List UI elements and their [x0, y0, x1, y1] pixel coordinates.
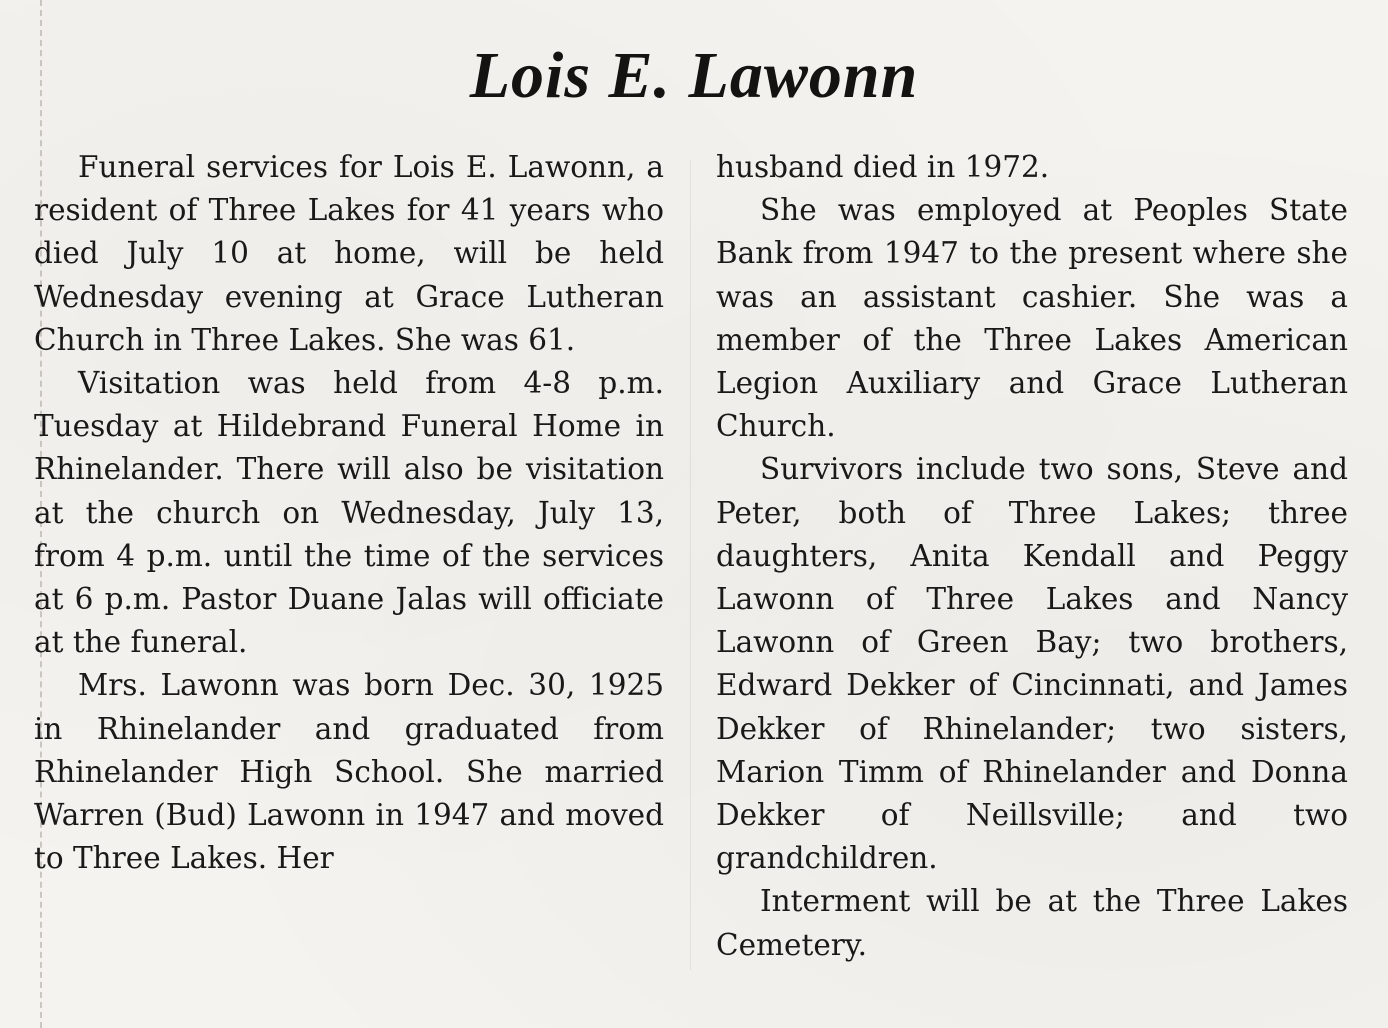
paragraph-services: Funeral services for Lois E. Lawonn, a resident of Three Lakes for 41 years who died July 10 at home, will be held Wednesday evening at Grace Lutheran Church in Three Lakes. She was 61. [34, 150, 664, 357]
paragraph-visitation: Visitation was held from 4-8 p.m. Tuesday at Hildebrand Funeral Home in Rhinelander. There will also be visitation at the church on Wednesday, July 13, from 4 p.m. until the time of the services at 6 p.m. Pastor Duane Jalas will officiate at the funeral. [34, 366, 664, 660]
column-gutter [690, 160, 691, 970]
paragraph-interment: Interment will be at the Three Lakes Cemetery. [716, 884, 1348, 962]
paragraph-survivors: Survivors include two sons, Steve and Peter, both of Three Lakes; three daughters, Anita Kendall and Peggy Lawonn of Three Lakes and Nancy Lawonn of Green Bay; two brothers, Edward Dekker of Cincinnati, and James Dekker of Rhinelander; two sisters, Marion Timm of Rhinelander and Donna Dekker of Neillsville; and two grandchildren. [716, 452, 1348, 876]
paragraph-biography-continued: husband died in 1972. [716, 150, 1050, 184]
paragraph-biography: Mrs. Lawonn was born Dec. 30, 1925 in Rhinelander and graduated from Rhinelander High School. She married Warren (Bud) Lawonn in 1947 and moved to Three Lakes. Her [34, 668, 664, 876]
obituary-title: Lois E. Lawonn [469, 39, 919, 112]
paragraph-employment: She was employed at Peoples State Bank from 1947 to the present where she was an assistant cashier. She was a member of the Three Lakes American Legion Auxiliary and Grace Lutheran Church. [716, 193, 1348, 444]
right-column [716, 146, 1348, 967]
left-column [34, 146, 664, 880]
